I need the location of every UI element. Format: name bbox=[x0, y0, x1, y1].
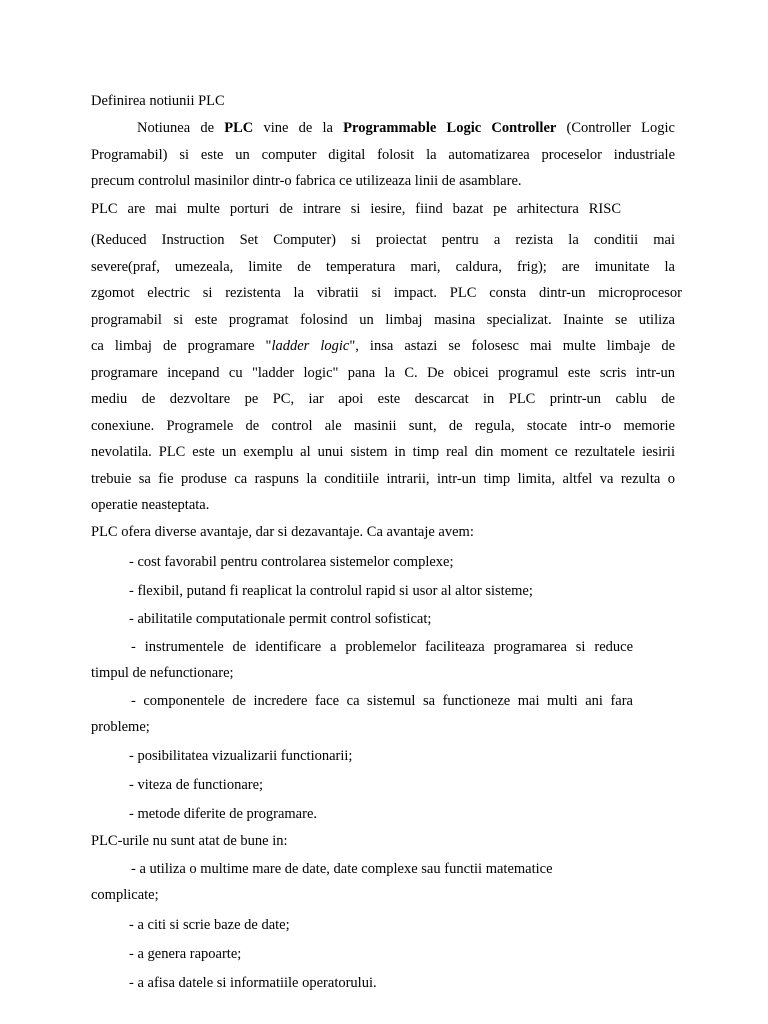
para2-line-7: programare incepand cu "ladder logic" pana la C. De obicei programul este scris intr-un bbox=[91, 365, 675, 381]
advantage-item: - flexibil, putand fi reaplicat la controlul rapid si usor al altor sisteme; bbox=[129, 583, 533, 599]
plc-full-name-bold: Programmable Logic Controller bbox=[343, 120, 557, 136]
intro-line-2: Programabil) si este un computer digital folosit la automatizarea proceselor industriale bbox=[91, 147, 675, 163]
advantages-intro: PLC ofera diverse avantaje, dar si dezavantaje. Ca avantaje avem: bbox=[91, 524, 474, 540]
para2-line-6: ca limbaj de programare "ladder logic", insa astazi se folosesc mai multe limbaje de bbox=[91, 338, 676, 354]
advantage-item-continuation: probleme; bbox=[91, 719, 150, 735]
plc-bold-term: PLC bbox=[224, 120, 254, 136]
advantage-item: - cost favorabil pentru controlarea sistemelor complexe; bbox=[129, 554, 454, 570]
advantage-item: - instrumentele de identificare a problemelor faciliteaza programarea si reduce bbox=[131, 639, 633, 655]
advantage-item: - abilitatile computationale permit control sofisticat; bbox=[129, 611, 432, 627]
para2-line-2: (Reduced Instruction Set Computer) si proiectat pentru a rezista la conditii mai bbox=[91, 232, 675, 248]
disadvantage-item-continuation: complicate; bbox=[91, 887, 159, 903]
para2-line-3: severe(praf, umezeala, limite de temperatura mari, caldura, frig); are imunitate la bbox=[91, 259, 675, 275]
document-heading: Definirea notiunii PLC bbox=[91, 93, 225, 109]
para2-line-11: trebuie sa fie produse ca raspuns la conditiile intrarii, intr-un timp limita, altfel va rezulta o bbox=[91, 471, 675, 487]
advantage-item-continuation: timpul de nefunctionare; bbox=[91, 665, 234, 681]
para2-line-8: mediu de dezvoltare pe PC, iar apoi este descarcat in PLC printr-un cablu de bbox=[91, 391, 675, 407]
intro-line-1: Notiunea de PLC vine de la Programmable Logic Controller (Controller Logic bbox=[137, 120, 675, 136]
para2-line-5: programabil si este programat folosind un limbaj masina specializat. Inainte se utiliza bbox=[91, 312, 675, 328]
disadvantages-intro: PLC-urile nu sunt atat de bune in: bbox=[91, 833, 288, 849]
disadvantage-item: - a genera rapoarte; bbox=[129, 946, 242, 962]
para2-line-1: PLC are mai multe porturi de intrare si iesire, fiind bazat pe arhitectura RISC bbox=[91, 201, 621, 217]
para2-line-10: nevolatila. PLC este un exemplu al unui sistem in timp real din moment ce rezultatele iesirii bbox=[91, 444, 675, 460]
para2-line-9: conexiune. Programele de control ale masinii sunt, de regula, stocate intr-o memorie bbox=[91, 418, 675, 434]
disadvantage-item: - a afisa datele si informatiile operatorului. bbox=[129, 975, 377, 991]
disadvantage-item: - a citi si scrie baze de date; bbox=[129, 917, 290, 933]
intro-line-3: precum controlul masinilor dintr-o fabrica ce utilizeaza linii de asamblare. bbox=[91, 173, 522, 189]
para2-line-12: operatie neasteptata. bbox=[91, 497, 210, 513]
ladder-logic-italic: ladder logic bbox=[271, 338, 350, 354]
advantage-item: - componentele de incredere face ca sistemul sa functioneze mai multi ani fara bbox=[131, 693, 633, 709]
advantage-item: - metode diferite de programare. bbox=[129, 806, 318, 822]
para2-line-4: zgomot electric si rezistenta la vibratii si impact. PLC consta dintr-un microprocesor bbox=[91, 285, 682, 301]
disadvantage-item: - a utiliza o multime mare de date, date complexe sau functii matematice bbox=[131, 861, 553, 877]
advantage-item: - posibilitatea vizualizarii functionarii; bbox=[129, 748, 353, 764]
advantage-item: - viteza de functionare; bbox=[129, 777, 264, 793]
